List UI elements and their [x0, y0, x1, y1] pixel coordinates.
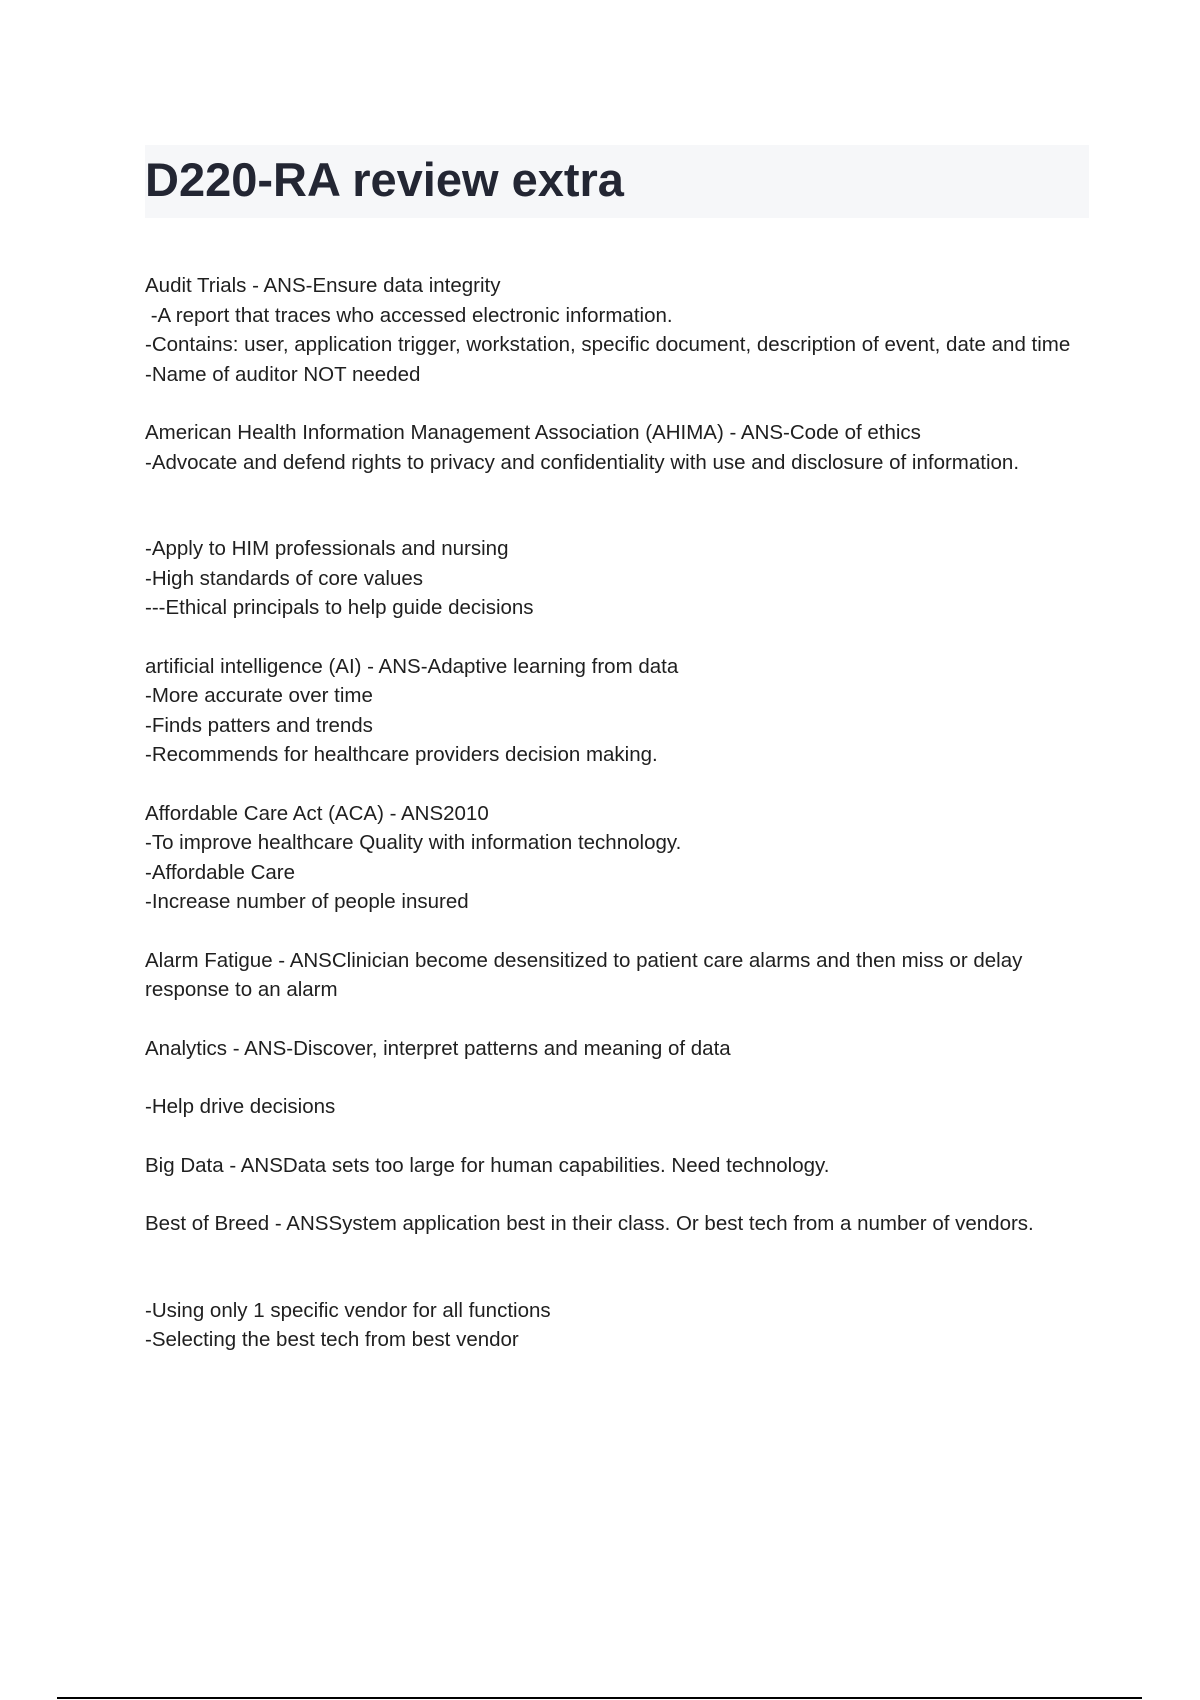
entry-line: -Recommends for healthcare providers decision making. [145, 743, 658, 766]
entry-term-line: American Health Information Management Association (AHIMA) - ANS-Code of ethics [145, 421, 921, 444]
entry-analytics-note [145, 1092, 1085, 1122]
entry-alarm-fatigue [145, 946, 1085, 1005]
entry-line: -Contains: user, application trigger, workstation, specific document, description of event, date and time [145, 333, 1071, 356]
entry-term-line: Best of Breed - ANSSystem application best in their class. Or best tech from a number of vendors. [145, 1212, 1034, 1235]
entry-term-line: artificial intelligence (AI) - ANS-Adaptive learning from data [145, 654, 679, 678]
entry-line: -To improve healthcare Quality with information technology. [145, 831, 682, 854]
entry-line: -Name of auditor NOT needed [145, 362, 421, 386]
entry-line: -Advocate and defend rights to privacy and confidentiality with use and disclosure of information. [145, 450, 1020, 474]
entry-term-line: Big Data - ANSData sets too large for human capabilities. Need technology. [145, 1153, 830, 1177]
footer-divider [57, 1697, 1142, 1699]
entry-line: -Affordable Care [145, 860, 296, 884]
entry-line: -Help drive decisions [145, 1095, 336, 1118]
entry-line: -Selecting the best tech from best vendor [145, 1328, 519, 1351]
entry-affordable-care-act [145, 799, 1085, 917]
spacer [145, 477, 1085, 534]
entry-line: ---Ethical principals to help guide decisions [145, 596, 534, 619]
entry-line: -More accurate over time [145, 684, 373, 707]
document-body [145, 271, 1085, 1384]
entry-line: -High standards of core values [145, 566, 424, 590]
entry-line: -A report that traces who accessed electronic information. [145, 303, 673, 327]
entry-line: -Apply to HIM professionals and nursing [145, 537, 509, 560]
entry-audit-trials [145, 271, 1085, 389]
entry-line: -Increase number of people insured [145, 890, 469, 913]
title-banner [145, 145, 1089, 218]
entry-line: -Finds patters and trends [145, 713, 373, 737]
entry-analytics [145, 1034, 1085, 1064]
page-title: D220-RA review extra [145, 153, 624, 206]
entry-big-data [145, 1151, 1085, 1181]
entry-best-of-breed [145, 1209, 1085, 1355]
entry-line: -Using only 1 specific vendor for all functions [145, 1298, 551, 1322]
entry-term-line: Audit Trials - ANS-Ensure data integrity [145, 274, 501, 297]
entry-term-line: Affordable Care Act (ACA) - ANS2010 [145, 801, 489, 825]
entry-artificial-intelligence [145, 652, 1085, 770]
entry-term-line: Analytics - ANS-Discover, interpret patterns and meaning of data [145, 1036, 731, 1060]
entry-ahima [145, 418, 1085, 623]
entry-term-line: Alarm Fatigue - ANSClinician become desensitized to patient care alarms and then miss or delay response to an alarm [145, 948, 1029, 1001]
spacer [145, 1239, 1085, 1296]
